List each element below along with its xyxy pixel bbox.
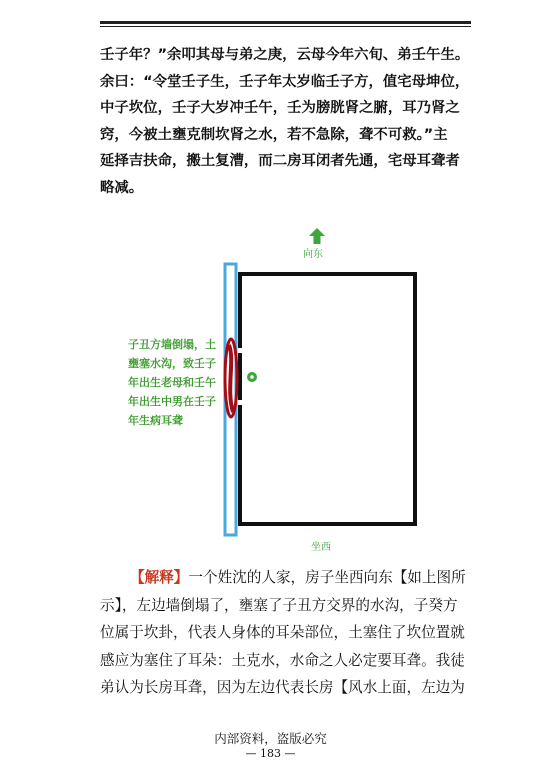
note-line: 年生病耳聋 <box>128 414 183 427</box>
explanation-paragraph <box>100 564 480 702</box>
text-line: 位属于坎卦，代表人身体的耳朵部位，土塞住了坎位置就 <box>100 624 465 641</box>
diagram-note <box>128 335 216 430</box>
explanation-label: 【解释】 <box>130 569 189 586</box>
direction-label-west: 坐西 <box>311 542 331 553</box>
house-outline <box>240 274 415 524</box>
text-line <box>100 564 480 592</box>
text-line: 窍，今被土壅克制坎肾之水，若不急除，聋不可救。”主 <box>100 126 448 143</box>
blockage-mark <box>229 345 233 412</box>
text-line: 余曰：“令堂壬子生，壬子年太岁临壬子方，值宅母坤位， <box>100 73 470 90</box>
page-number: — 183 — <box>245 747 296 760</box>
text-line: 示】，左边墙倒塌了，壅塞了子丑方交界的水沟，子癸方 <box>100 596 458 614</box>
text-line: 略减。 <box>100 179 144 196</box>
flower-marker-icon <box>247 372 257 382</box>
note-line: 壅塞水沟，致壬子 <box>128 357 216 370</box>
text-line: 壬子年？”余叩其母与弟之庚，云母今年六旬、弟壬午生。 <box>100 47 470 63</box>
footer-notice: 内部资料，盗版必究 <box>214 731 327 746</box>
text-line: 延择吉扶命，搬土复漕，而二房耳闭者先通，宅母耳聋者 <box>100 153 460 169</box>
direction-label-east: 向东 <box>303 249 323 260</box>
text-line-rest: 一个姓沈的人家，房子坐西向东【如上图所 <box>188 569 466 586</box>
text-line: 感应为塞住了耳朵：土克水，水命之人必定要耳聋。我徒 <box>100 651 465 669</box>
note-line: 年出生老母和壬午 <box>128 376 216 389</box>
text-line: 弟认为长房耳聋，因为左边代表长房【风水上面，左边为 <box>100 679 465 696</box>
arrow-up-icon <box>309 228 325 244</box>
text-line: 中子坎位，壬子大岁冲壬午，壬为膀胱肾之腑，耳乃肾之 <box>100 100 460 116</box>
note-line: 子丑方墙倒塌，土 <box>128 338 216 351</box>
note-line: 年出生中男在壬子 <box>128 395 216 408</box>
